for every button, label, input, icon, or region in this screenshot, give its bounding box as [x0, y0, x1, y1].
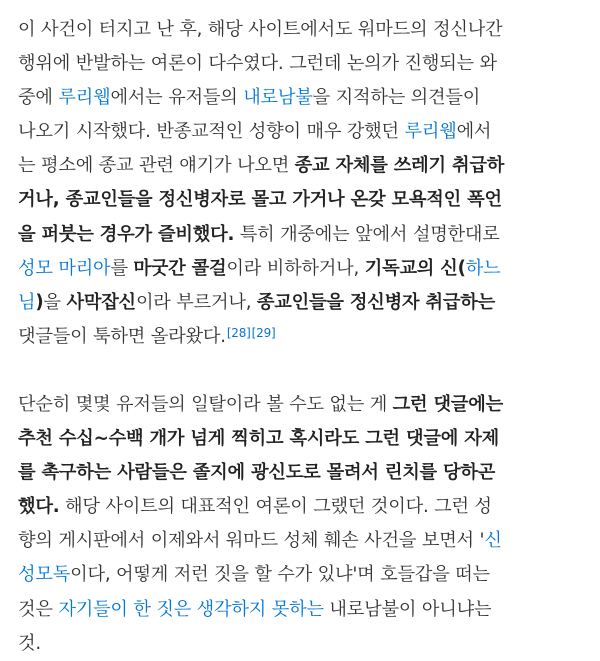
- bold-text: ): [35, 291, 44, 313]
- text-span: 중에: [18, 87, 59, 109]
- paragraph-1: [18, 13, 590, 354]
- text-span: 에서는 유저들의: [110, 87, 244, 109]
- link-god[interactable]: 하느: [465, 257, 501, 279]
- text-line: [18, 558, 590, 592]
- text-span: 나오기 시작했다. 반종교적인 성향이 매우 강했던: [18, 121, 405, 143]
- text-line: [18, 422, 590, 456]
- link-virgin-mary[interactable]: 성모 마리아: [18, 257, 111, 279]
- bold-text: 를 촉구하는 사람들은 졸지에: [18, 462, 251, 484]
- text-line: [18, 320, 590, 354]
- link-ruliweb[interactable]: 루리웹: [58, 87, 111, 109]
- text-line: [18, 81, 590, 115]
- text-span: 것은: [18, 598, 59, 620]
- bold-text: 사막잡신: [66, 291, 136, 313]
- bold-text: 로 몰려서 린치를 당하곤: [303, 462, 496, 484]
- text-line: [18, 490, 590, 524]
- text-span: 해당 사이트의 대표적인 여론이 그랬던 것이다. 그런 성: [59, 496, 492, 518]
- text-line: [18, 149, 590, 183]
- text-line: [18, 388, 590, 422]
- link-self-reflection[interactable]: 자기들이 한 짓은 생각하지 못하는: [58, 598, 324, 620]
- text-line: [18, 456, 590, 490]
- text-span: 는 평소에 종교 관련 얘기가 나오면: [18, 155, 295, 177]
- link-god-cont[interactable]: 님: [18, 291, 36, 313]
- text-line: [18, 524, 590, 558]
- link-naeronambul[interactable]: 내로남불: [243, 87, 313, 109]
- text-span: 을 지적하는 의견들이: [312, 87, 481, 109]
- text-line: [18, 47, 590, 81]
- citation-29[interactable]: [29]: [251, 325, 276, 340]
- text-span: 행위에 반발하는 여론이 다수였다. 그런데 논의가 진행되는 와: [18, 53, 497, 75]
- text-span: 이다, 어떻게 저런 짓을 할 수가 있냐'며 호들갑을 떠는: [70, 564, 490, 586]
- bold-text: 종교 자체를 쓰레기 취급하: [294, 155, 505, 177]
- bold-text: 종교인들을 정신병자 취급하는: [256, 291, 495, 313]
- text-span: 이라 부르거나,: [135, 291, 257, 313]
- citation-28[interactable]: [28]: [226, 325, 251, 340]
- text-span: 것.: [18, 632, 41, 654]
- text-line: [18, 218, 590, 252]
- bold-text: 기독교의 신(: [364, 257, 466, 279]
- text-span: 를: [110, 257, 134, 279]
- text-span: 내로남불이 아니냐는: [323, 598, 492, 620]
- link-blasphemy-cont[interactable]: 성모독: [18, 564, 71, 586]
- link-ruliweb-2[interactable]: 루리웹: [404, 121, 457, 143]
- text-span: 향의 게시판에서 이제와서 워마드 성체 훼손 사건을 보면서 ': [18, 530, 485, 552]
- text-span: 이 사건이 터지고 난 후, 해당 사이트에서도 워마드의 정신나간: [18, 19, 503, 40]
- text-line: [18, 286, 590, 320]
- text-line: [18, 252, 590, 286]
- bold-text: 그런 댓글에는: [392, 394, 504, 415]
- text-line: [18, 183, 590, 217]
- text-span: 특히 개중에는 앞에서 설명한대로: [234, 223, 500, 245]
- bold-text: 했다.: [18, 496, 60, 518]
- text-span: 이라 비하하거나,: [226, 257, 365, 279]
- link-blasphemy[interactable]: 신: [484, 530, 502, 552]
- bold-text: 추천 수십~수백 개가 넘게 찍히고 혹시라도 그런 댓글에 자제: [18, 428, 499, 450]
- link-gwangsindo[interactable]: 광신도: [250, 462, 304, 484]
- bold-text: 거나, 종교인들을 정신병자로 몰고 가거나 온갖 모욕적인 폭언: [18, 189, 502, 211]
- text-line: [18, 627, 590, 661]
- text-line: [18, 13, 590, 47]
- text-span: 단순히 몇몇 유저들의 일탈이라 볼 수도 없는 게: [18, 394, 393, 415]
- text-span: 댓글들이 툭하면 올라왔다.: [18, 325, 226, 347]
- text-span: 을: [43, 291, 67, 313]
- text-line: [18, 115, 590, 149]
- text-line: [18, 593, 590, 627]
- bold-text: 을 퍼붓는 경우가 즐비했다.: [18, 223, 235, 245]
- paragraph-2: [18, 388, 590, 661]
- text-span: 에서: [456, 121, 492, 143]
- bold-text: 마굿간 콜걸: [133, 257, 227, 279]
